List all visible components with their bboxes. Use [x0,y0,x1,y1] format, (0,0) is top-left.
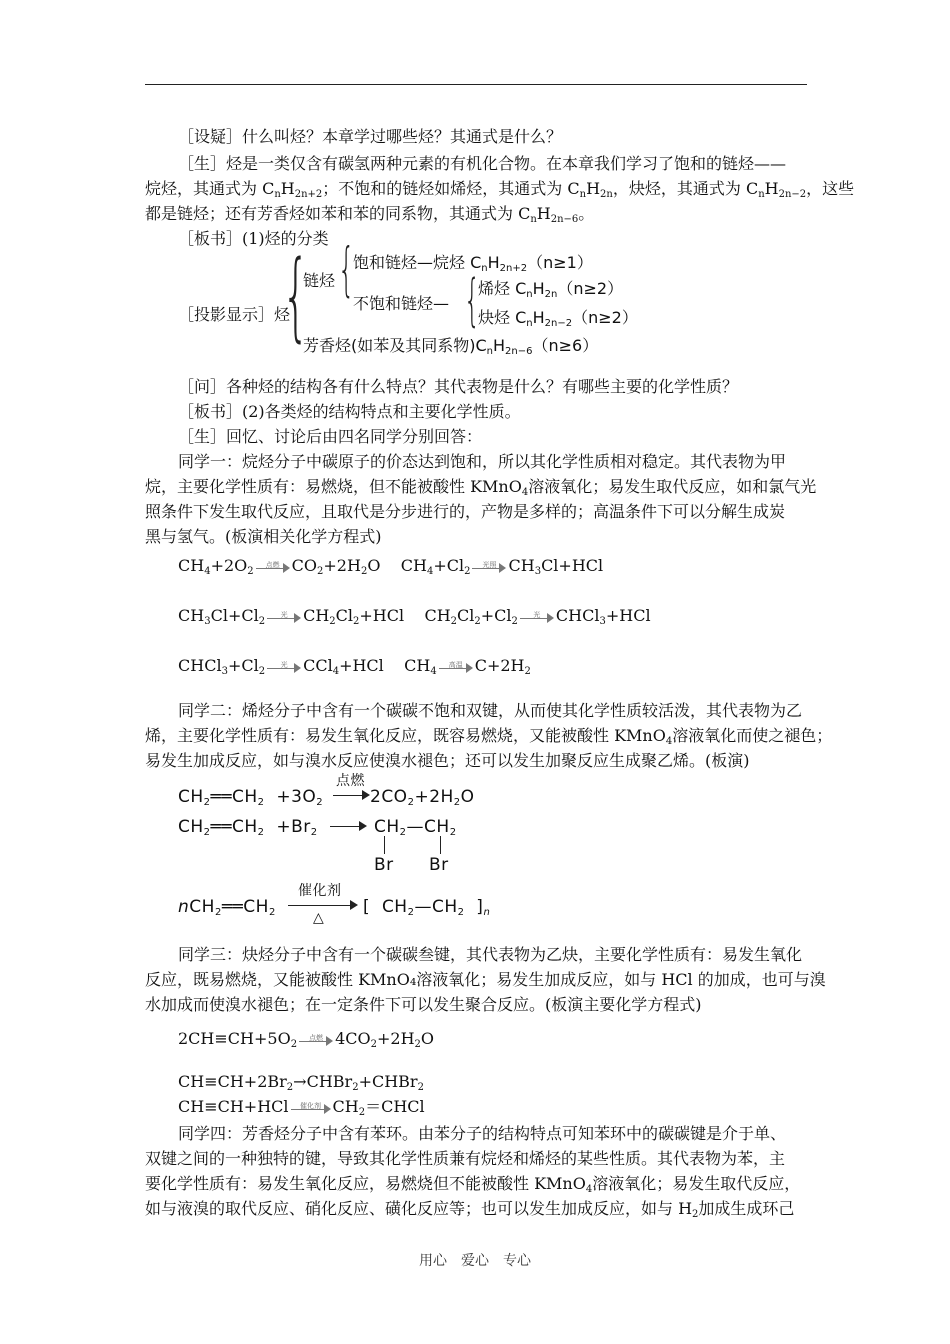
board-note-structure: ［板书］(2)各类烃的结构特点和主要化学性质。 [178,402,521,421]
student3-line1: 同学三：炔烃分子中含有一个碳碳叁键，其代表物为乙炔，主要化学性质有：易发生氧化 [178,945,803,964]
student3-line3: 水加成而使溴水褪色；在一定条件下可以发生聚合反应。(板演主要化学方程式) [145,995,702,1014]
tree-saturated: 饱和链烃—烷烃 $C_nH_{2n+2}(n\ge 1)$ [353,253,593,274]
student1-line3: 照条件下发生取代反应，且取代是分步进行的，产物是多样的；高温条件下可以分解生成炭 [145,502,786,521]
tree-alkyne: 炔烃 $C_nH_{2n-2}(n\ge 2)$ [478,308,638,329]
para-answer-line2: 烷烃，其通式为 $C_nH_{2n+2}$；不饱和的链烃如烯烃，其通式为 $C_nH_{2n}$，炔烃，其通式为 $C_nH_{2n-2}$，这些 [145,179,855,200]
equation-methane-2: $CH_3Cl+Cl_2$ 光 $CH_2Cl_2+HCl$ $CH_2Cl_2+Cl_2$ 光 CHCl$_3$+HCl [178,606,651,627]
para-discussion: ［生］回忆、讨论后由四名同学分别回答： [178,427,483,446]
tree-brace-unsaturated: { [464,268,481,333]
student2-line2: 烯，主要化学性质有：易发生氧化反应，既容易燃烧，又能被酸性 KMnO$_4$溶液氧化而使之褪色； [145,726,833,747]
para-question: ［设疑］什么叫烃？本章学过哪些烃？其通式是什么？ [178,127,563,146]
tree-chain: 链烃 [303,271,336,290]
board-note-classification: ［板书］(1)烃的分类 [178,229,329,248]
equation-methane-1: $CH_4+2O_2$ 点燃 $CO_2+2H_2O$ $CH_4+Cl_2$ 光照 $CH_3Cl+HCl$ [178,556,604,577]
student2-line1: 同学二：烯烃分子中含有一个碳碳不饱和双键，从而使其化学性质较活泼，其代表物为乙 [178,701,803,720]
equation-acetylene-hcl: CH≡CH+HCl 催化剂 $CH_2=CHCl$ [178,1097,425,1118]
tree-aromatic: 芳香烃(如苯及其同系物)$C_nH_{2n-6}(n\ge 6)$ [303,336,599,357]
student2-line3: 易发生加成反应，如与溴水反应使溴水褪色；还可以发生加聚反应生成聚乙烯。(板演) [145,751,750,770]
tree-alkene: 烯烃 $C_nH_{2n}(n\ge 2)$ [478,279,624,300]
student1-line4: 黑与氢气。(板演相关化学方程式) [145,527,382,546]
tree-brace-chain: { [338,235,355,303]
header-rule [145,84,807,85]
student3-line2: 反应，既易燃烧，又能被酸性 KMnO₄溶液氧化；易发生加成反应，如与 HCl 的加成，也可与溴 [145,970,826,989]
para-ask: ［问］各种烃的结构各有什么特点？其代表物是什么？有哪些主要的化学性质？ [178,377,739,396]
student4-line3: 要化学性质有：易发生氧化反应，易燃烧但不能被酸性 KMnO$_4$溶液氧化；易发生取代反应， [145,1174,801,1195]
student4-line4: 如与液溴的取代反应、硝化反应、磺化反应等；也可以发生加成反应，如与 $H_2$加成生成环己 [145,1199,795,1220]
para-answer-line1: ［生］烃是一类仅含有碳氢两种元素的有机化合物。在本章我们学习了饱和的链烃—— [178,154,787,173]
equation-methane-3: $CHCl_3+Cl_2$ 光 CCl$_4$+HCl $CH_4$ 高温 $C+2H_2$ [178,656,531,677]
tree-unsaturated: 不饱和链烃— [353,294,450,313]
student4-line2: 双键之间的一种独特的键，导致其化学性质兼有烷烃和烯烃的某些性质。其代表物为苯，主 [145,1149,786,1168]
student1-line2: 烷，主要化学性质有：易燃烧，但不能被酸性 KMnO$_4$溶液氧化；易发生取代反应，如和氯气光 [145,477,817,498]
student4-line1: 同学四：芳香烃分子中含有苯环。由苯分子的结构特点可知苯环中的碳碳键是介于单、 [178,1124,787,1143]
equation-acetylene-combustion: $2CH\equiv CH+5O_2$ 点燃 $4CO_2+2H_2O$ [178,1029,435,1050]
student1-line1: 同学一：烷烃分子中碳原子的价态达到饱和，所以其化学性质相对稳定。其代表物为甲 [178,452,787,471]
page-footer: 用心 爱心 专心 [419,1253,531,1269]
tree-brace-root: { [282,240,310,352]
para-answer-line3: 都是链烃；还有芳香烃如苯和苯的同系物，其通式为 $C_nH_{2n-6}$。 [145,204,595,225]
tree-root: ［投影显示］烃 [178,305,291,324]
equation-acetylene-bromine: $CH\equiv CH+2Br_2\to CHBr_2+CHBr_2$ [178,1072,424,1093]
